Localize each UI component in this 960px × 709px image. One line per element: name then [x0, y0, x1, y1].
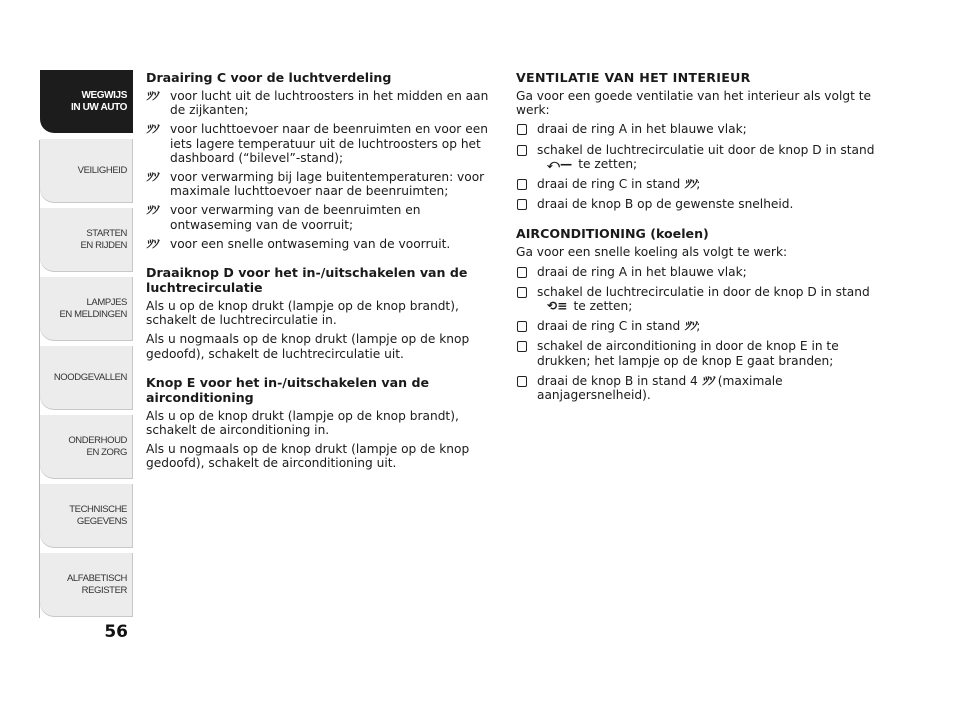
list-item	[146, 89, 498, 117]
paragraph: Als u nogmaals op de knop drukt (lampje op de knop gedoofd), schakelt de luchtrecirculatie uit.	[146, 332, 470, 361]
tab-wegwijs[interactable]	[40, 70, 133, 133]
item-text-part: te zetten;	[578, 156, 638, 171]
tab-label: VEILIGHEID	[77, 164, 127, 176]
tab-label: TECHNISCHE GEGEVENS	[69, 503, 127, 527]
tab-label: NOODGEVALLEN	[53, 371, 127, 383]
right-column	[516, 70, 882, 408]
air-face-icon: ﾂｿ	[146, 89, 159, 103]
recirculation-off-icon: ⤺—	[547, 156, 573, 171]
item-text: draai de ring A in het blauwe vlak;	[537, 264, 747, 279]
list-item	[516, 122, 882, 136]
tab-noodgevallen[interactable]	[40, 346, 133, 409]
heading-draaiknop-d: Draaiknop D voor het in-/uitschakelen van de luchtrecirculatie	[146, 265, 468, 296]
air-face-icon: ﾂｿ	[684, 177, 697, 192]
item-text-part: schakel de luchtrecirculatie in door de knop D in stand	[537, 284, 870, 299]
item-text-part: schakel de luchtrecirculatie uit door de knop D in stand	[537, 142, 875, 157]
list-item	[146, 170, 498, 198]
item-text: draai de knop B op de gewenste snelheid.	[537, 197, 794, 212]
item-text	[537, 374, 882, 402]
page-number: 56	[104, 622, 128, 642]
tab-label: ONDERHOUD EN ZORG	[68, 434, 127, 458]
list-item	[516, 374, 882, 402]
list-item	[516, 265, 882, 279]
checkbox-bullet-icon	[517, 267, 527, 278]
heading-airconditioning: AIRCONDITIONING (koelen)	[516, 226, 709, 242]
item-text: voor luchttoevoer naar de beenruimten en voor een iets lagere temperatuur uit de luchtroosters op het dashboard (“bilevel”-stand);	[170, 122, 488, 165]
list-item	[146, 122, 498, 165]
item-text	[537, 177, 882, 191]
list-item	[516, 339, 882, 367]
tab-veiligheid[interactable]	[40, 139, 133, 202]
tab-label: LAMPJES EN MELDINGEN	[59, 296, 127, 320]
tab-lampjes[interactable]	[40, 277, 133, 340]
left-column	[146, 70, 498, 476]
item-text-part: draai de ring C in stand	[537, 177, 681, 192]
checkbox-bullet-icon	[517, 145, 527, 156]
checkbox-bullet-icon	[517, 376, 527, 387]
checkbox-bullet-icon	[517, 199, 527, 210]
heading-draairing-c: Draairing C voor de luchtverdeling	[146, 70, 392, 85]
paragraph: Als u op de knop drukt (lampje op de knop brandt), schakelt de airconditioning in.	[146, 408, 459, 438]
item-text: voor een snelle ontwaseming van de voorruit.	[170, 236, 451, 251]
tab-technische[interactable]	[40, 484, 133, 547]
tab-starten[interactable]	[40, 208, 133, 271]
checkbox-bullet-icon	[517, 124, 527, 135]
air-bilevel-icon: ﾂｿ	[146, 122, 159, 137]
chapter-sidebar	[40, 70, 133, 618]
item-text-part: te zetten;	[573, 299, 633, 314]
defrost-icon: ﾂｿ	[701, 373, 714, 388]
tab-label: ALFABETISCH REGISTER	[66, 572, 127, 596]
list-item	[146, 237, 498, 251]
tab-onderhoud[interactable]	[40, 415, 133, 478]
item-text: draai de ring A in het blauwe vlak;	[537, 122, 747, 137]
item-text: voor lucht uit de luchtroosters in het midden en aan de zijkanten;	[170, 89, 489, 118]
checkbox-bullet-icon	[517, 341, 527, 352]
air-face-icon: ﾂｿ	[684, 319, 697, 334]
checkbox-bullet-icon	[517, 287, 527, 298]
heading-ventilatie: VENTILATIE VAN HET INTERIEUR	[516, 70, 751, 85]
list-item	[146, 203, 498, 231]
heading-knop-e: Knop E voor het in-/uitschakelen van de airconditioning	[146, 374, 430, 405]
paragraph: Ga voor een snelle koeling als volgt te werk:	[516, 245, 788, 260]
tab-label: STARTEN EN RIJDEN	[80, 227, 127, 251]
list-item	[516, 319, 882, 333]
air-feet-icon: ﾂｿ	[146, 170, 159, 185]
paragraph: Ga voor een goede ventilatie van het interieur als volgt te werk:	[516, 89, 872, 118]
recirculation-on-icon: ⟲≡	[547, 299, 568, 314]
defrost-icon: ﾂｿ	[146, 236, 159, 251]
air-feet-windscreen-icon: ﾂｿ	[146, 203, 159, 218]
paragraph: Als u op de knop drukt (lampje op de knop brandt), schakelt de luchtrecirculatie in.	[146, 299, 459, 328]
item-text	[537, 143, 882, 171]
item-text: schakel de airconditioning in door de knop E in te drukken; het lampje op de knop E gaat branden;	[537, 339, 839, 368]
item-text-part: draai de knop B in stand 4	[537, 373, 698, 388]
item-text	[537, 285, 882, 313]
checkbox-bullet-icon	[517, 179, 527, 190]
item-text	[537, 319, 882, 333]
item-text: voor verwarming bij lage buitentemperaturen: voor maximale luchttoevoer naar de beenruimten;	[170, 170, 485, 199]
item-text-part: (maximale aanjagersnelheid).	[537, 373, 783, 403]
list-item	[516, 197, 882, 211]
paragraph: Als u nogmaals op de knop drukt (lampje op de knop gedoofd), schakelt de airconditioning uit.	[146, 442, 470, 471]
item-text-part: ;	[696, 319, 701, 334]
list-item	[516, 143, 882, 171]
item-text-part: ;	[696, 177, 701, 192]
tab-label: WEGWIJS IN UW AUTO	[71, 89, 127, 113]
item-text-part: draai de ring C in stand	[537, 319, 681, 334]
item-text: voor verwarming van de beenruimten en ontwaseming van de voorruit;	[170, 203, 421, 232]
checkbox-bullet-icon	[517, 321, 527, 332]
tab-alfabetisch[interactable]	[40, 553, 133, 616]
list-item	[516, 285, 882, 313]
list-item	[516, 177, 882, 191]
